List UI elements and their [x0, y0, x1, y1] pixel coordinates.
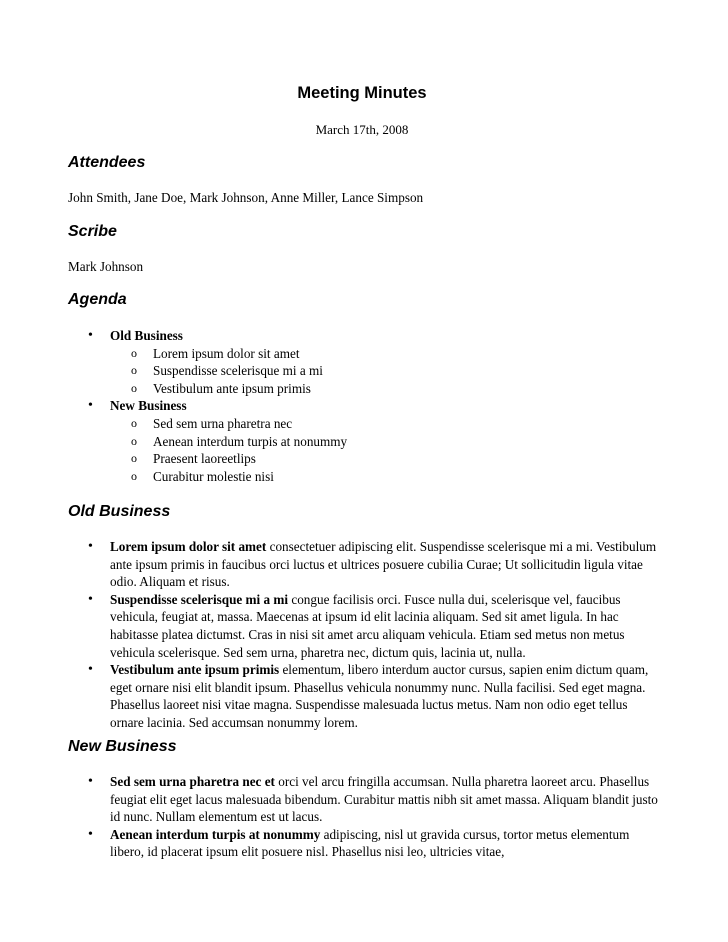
agenda-item-text: Lorem ipsum dolor sit amet: [153, 345, 300, 361]
agenda-sublist: [110, 415, 668, 485]
bullet-icon: •: [88, 398, 93, 414]
item-text: elementum, libero interdum auctor cursus, sapien enim dictum quam, eget ornare nisi elit blandit ipsum. Phasellus vehicula nonummy nunc. Nulla facilisi. Sed eget magna. Phasellus laoreet nisi vitae magna. Suspendisse malesuada luctus metus. Nam non odio eget tellus ornare lacinia. Sed accumsan nonummy lorem.: [110, 662, 649, 730]
agenda-group-old-business: [68, 327, 668, 397]
bullet-icon: •: [88, 591, 93, 607]
agenda-item: [110, 345, 668, 363]
item-lead: Lorem ipsum dolor sit amet: [110, 539, 267, 554]
agenda-item: [110, 433, 668, 451]
agenda-item: [110, 362, 668, 380]
item-text: adipiscing, nisl ut gravida cursus, tortor metus elementum libero, id placerat ipsum elit posuere nisl. Phasellus nisi leo, ultricies vitae,: [110, 826, 630, 860]
circle-bullet-icon: o: [131, 345, 137, 360]
bullet-icon: •: [88, 328, 93, 343]
agenda-group-label: New Business: [110, 398, 187, 414]
new-business-item: [68, 826, 668, 861]
item-lead: Suspendisse scelerisque mi a mi: [110, 591, 289, 607]
agenda-group-label: Old Business: [110, 328, 183, 343]
item-text: consectetuer adipiscing elit. Suspendisse scelerisque mi a mi. Vestibulum ante ipsum primis in faucibus orci luctus et ultrices posuere cubilia Curae; Ut sollicitudin ligula vitae odio. Aliquam et risus.: [110, 539, 657, 590]
item-text: orci vel arcu fringilla accumsan. Nulla pharetra laoreet arcu. Phasellus feugiat elit eget lacus malesuada bibendum. Curabitur mattis nibh sit amet massa. Aliquam blandit justo id nunc. Nullam elementum est ut lacus.: [110, 774, 658, 825]
new-business-item: [68, 773, 668, 826]
document-title: Meeting Minutes: [297, 84, 427, 102]
circle-bullet-icon: o: [131, 363, 137, 378]
circle-bullet-icon: o: [131, 415, 137, 430]
agenda-item: [110, 415, 668, 433]
agenda-item: [110, 380, 668, 398]
old-business-heading: Old Business: [68, 503, 171, 520]
item-lead: Aenean interdum turpis at nonummy: [110, 826, 321, 842]
old-business-item: [68, 538, 668, 591]
bullet-icon: •: [88, 539, 93, 554]
agenda-item-text: Curabitur molestie nisi: [153, 468, 274, 484]
circle-bullet-icon: o: [131, 380, 137, 395]
agenda-item: [110, 468, 668, 486]
agenda-item-text: Vestibulum ante ipsum primis: [153, 380, 311, 396]
attendees-heading: Attendees: [68, 154, 146, 171]
scribe-name: Mark Johnson: [68, 259, 144, 274]
agenda-sublist: [110, 345, 668, 398]
document-date: March 17th, 2008: [315, 122, 409, 137]
item-text: congue facilisis orci. Fusce nulla dui, scelerisque vel, faucibus vehicula, feugiat at, massa. Maecenas at ipsum id elit lacinia aliquam. Sed sit amet ligula. In hac habitasse platea dictumst. Cras in nisi sit amet arcu aliquam vehicula. Etiam sed metus non metus vehicula scelerisque. Sed sem urna, pharetra nec, dictum quis, lacinia ut, nulla.: [110, 591, 625, 660]
agenda-group-new-business: [68, 397, 668, 485]
old-business-list: [68, 538, 668, 732]
item-lead: Sed sem urna pharetra nec et: [110, 774, 275, 789]
circle-bullet-icon: o: [131, 468, 137, 483]
agenda-heading: Agenda: [68, 291, 127, 308]
attendees-list: John Smith, Jane Doe, Mark Johnson, Anne Miller, Lance Simpson: [68, 190, 424, 205]
old-business-item: [68, 661, 668, 731]
old-business-item: [68, 591, 668, 661]
agenda-list: [68, 327, 668, 485]
bullet-icon: •: [88, 662, 93, 678]
item-lead: Vestibulum ante ipsum primis: [110, 662, 280, 678]
new-business-list: [68, 773, 668, 861]
new-business-heading: New Business: [68, 738, 177, 755]
circle-bullet-icon: o: [131, 451, 137, 466]
circle-bullet-icon: o: [131, 433, 137, 448]
bullet-icon: •: [88, 826, 93, 842]
bullet-icon: •: [88, 774, 93, 789]
scribe-heading: Scribe: [68, 223, 117, 240]
agenda-item-text: Praesent laoreetlips: [153, 451, 256, 467]
agenda-item-text: Sed sem urna pharetra nec: [153, 415, 293, 431]
agenda-item-text: Suspendisse scelerisque mi a mi: [153, 363, 323, 379]
agenda-item-text: Aenean interdum turpis at nonummy: [153, 433, 348, 449]
agenda-item: [110, 450, 668, 468]
